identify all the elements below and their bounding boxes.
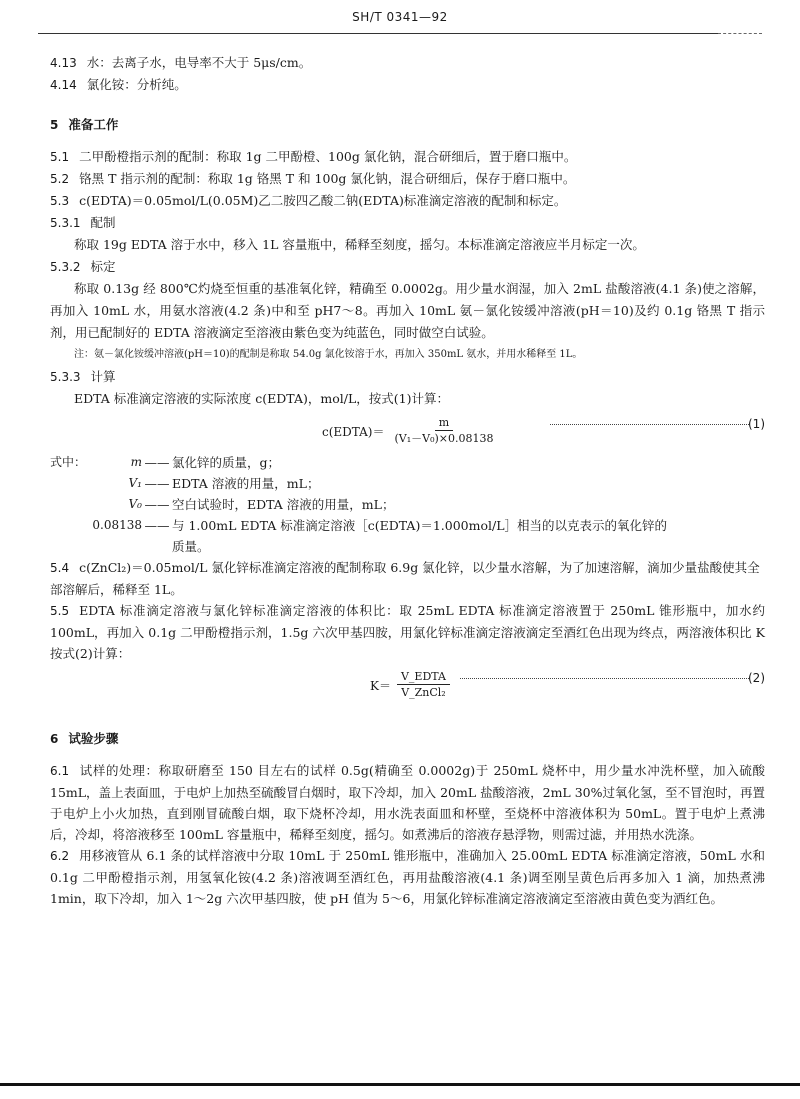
definition-row [50, 452, 765, 473]
clause-text: 水：去离子水，电导率不大于 5μs/cm。 [86, 55, 312, 70]
clause-number: 4.13 [50, 56, 77, 70]
clause-5-3-1-heading [50, 212, 765, 234]
clause-number: 5.3.1 [50, 216, 81, 230]
section-5-heading [50, 114, 765, 136]
clause-number: 5.4 [50, 561, 70, 575]
header-rule [38, 33, 718, 34]
definition-symbol: V₀ [128, 497, 142, 511]
definition-dash: —— [144, 518, 170, 533]
formula-1-expression [322, 416, 497, 447]
formula-1 [50, 414, 765, 448]
clause-4-14 [50, 74, 765, 96]
equation-number-1: (1) [748, 417, 765, 431]
formula-1-numerator: m [435, 416, 453, 431]
definition-text: 空白试验时，EDTA 溶液的用量，mL； [172, 497, 395, 512]
definition-text: 氯化锌的质量，g； [172, 455, 281, 470]
clause-text: 试样的处理：称取研磨至 150 目左右的试样 0.5g(精确至 0.0002g)于 250mL 烧杯中，用少量水冲洗杯壁，加入硫酸 15mL，盖上表面皿，于电炉上加热至硫酸冒白烟时，取下冷却，加入 20mL 盐酸溶液，2mL 30%过氧化氢，至不冒泡时，再置于电炉上小火加热，直到刚冒硫酸白烟，取下烧杯冷却，用水洗表面皿和杯壁，至烧杯中溶液体积为 50mL。置于电炉上煮沸后，冷却，将溶液移至 100mL 容量瓶中，稀释至刻度，摇匀。如煮沸后的溶液存悬浮物，则需过滤，并用热水洗涤。 [50, 763, 765, 842]
clause-5-3-2-text: 称取 0.13g 经 800℃灼烧至恒重的基准氧化锌，精确至 0.0002g。用少量水润湿，加入 2mL 盐酸溶液(4.1 条)使之溶解，再加入 10mL 水，用氨水溶液(4.2 条)中和至 pH7～8。再加入 10mL 氨－氯化铵缓冲溶液(pH＝10)及约 0.1g 铬黑 T 指示剂，用已配制好的 EDTA 溶液滴定至溶液由紫色变为纯蓝色，同时做空白试验。 [50, 281, 765, 340]
clause-text: EDTA 标准滴定溶液与氯化锌标准滴定溶液的体积比：取 25mL EDTA 标准滴定溶液置于 250mL 锥形瓶中，加水约 100mL，再加入 0.1g 二甲酚橙指示剂，1.5g 六次甲基四胺，用氯化锌标准滴定溶液滴定至酒红色出现为终点，两溶液体积比 K 按式(2)计算： [50, 603, 765, 661]
clause-text: 二甲酚橙指示剂的配制：称取 1g 二甲酚橙、100g 氯化钠，混合研细后，置于磨口瓶中。 [79, 149, 577, 164]
clause-number: 6.1 [50, 764, 70, 778]
formula-2-numerator: V_EDTA [397, 670, 450, 685]
definition-dash: —— [144, 497, 170, 512]
section-number: 6 [50, 732, 59, 746]
leader-dots [460, 678, 749, 679]
clause-text: c(EDTA)＝0.05mol/L(0.05M)乙二胺四乙酸二钠(EDTA)标准滴定溶液的配制和标定。 [79, 193, 567, 208]
clause-title: 计算 [90, 369, 116, 384]
clause-5-5 [50, 600, 765, 664]
footer-rule [0, 1083, 800, 1086]
clause-text: 铬黑 T 指示剂的配制：称取 1g 铬黑 T 和 100g 氯化钠，混合研细后，保存于磨口瓶中。 [79, 171, 576, 186]
definition-text: 与 1.00mL EDTA 标准滴定溶液［c(EDTA)＝1.000mol/L］相当的以克表示的氧化锌的 [172, 518, 667, 533]
clause-number: 5.2 [50, 172, 70, 186]
definition-symbol: m [130, 455, 142, 469]
formula-2-fraction [397, 670, 450, 701]
clause-number: 5.3 [50, 194, 70, 208]
definition-symbol: V₁ [128, 476, 142, 490]
variable-definitions [50, 452, 765, 557]
section-title: 准备工作 [68, 117, 119, 132]
clause-title: 标定 [90, 259, 116, 274]
clause-number: 5.3.2 [50, 260, 81, 274]
clause-number: 5.1 [50, 150, 70, 164]
definition-symbol: 0.08138 [92, 518, 142, 532]
formula-2-denominator: V_ZnCl₂ [401, 686, 446, 699]
definition-row [50, 473, 765, 494]
clause-5-3-3-heading [50, 366, 765, 388]
clause-number: 6.2 [50, 849, 70, 863]
header-rule-dashed [718, 33, 762, 34]
running-header [0, 10, 800, 24]
section-number: 5 [50, 118, 59, 132]
clause-number: 5.3.3 [50, 370, 81, 384]
clause-5-3 [50, 190, 765, 212]
definition-row [50, 494, 765, 515]
definition-dash: —— [144, 455, 170, 470]
clause-5-2 [50, 168, 765, 190]
clause-5-3-3-text: EDTA 标准滴定溶液的实际浓度 c(EDTA)，mol/L，按式(1)计算： [74, 391, 449, 406]
definition-dash: —— [144, 476, 170, 491]
clause-number: 4.14 [50, 78, 77, 92]
standard-number: SH/T 0341—92 [352, 10, 448, 24]
clause-text: c(ZnCl₂)＝0.05mol/L 氯化锌标准滴定溶液的配制称取 6.9g 氯化锌，以少量水溶解，为了加速溶解，滴加少量盐酸使其全部溶解后，稀释至 1L。 [50, 560, 760, 597]
clause-number: 5.5 [50, 604, 70, 618]
formula-1-lhs: c(EDTA)＝ [322, 425, 385, 439]
formula-2-lhs: K＝ [370, 679, 391, 693]
clause-text: 用移液管从 6.1 条的试样溶液中分取 10mL 于 250mL 锥形瓶中，准确加入 25.00mL EDTA 标准滴定溶液，50mL 水和 0.1g 二甲酚橙指示剂，用氢氧化铵(4.2 条)溶液调至酒红色，再用盐酸溶液(4.1 条)调至刚呈黄色后再多加入 1 滴，加热煮沸 1min，取下冷却，加入 1～2g 六次甲基四胺，使 pH 值为 5～6，用氯化锌标准滴定溶液滴定至溶液由黄色变为酒红色。 [50, 848, 765, 906]
formula-2-expression [370, 670, 450, 701]
formula-1-fraction [390, 416, 497, 447]
clause-4-13 [50, 52, 765, 74]
equation-number-2: (2) [748, 671, 765, 685]
definition-continuation: 质量。 [172, 539, 210, 554]
clause-5-3-2-heading [50, 256, 765, 278]
clause-5-3-1-text: 称取 19g EDTA 溶于水中，移入 1L 容量瓶中，稀释至刻度，摇匀。本标准滴定溶液应半月标定一次。 [74, 237, 645, 252]
definition-row [50, 515, 765, 536]
formula-1-denominator: (V₁－V₀)×0.08138 [394, 432, 494, 445]
clause-title: 配制 [90, 215, 116, 230]
where-label: 式中： [50, 455, 87, 469]
clause-text: 氯化铵：分析纯。 [86, 77, 187, 92]
formula-2 [50, 668, 765, 702]
document-body [50, 52, 765, 909]
leader-dots [550, 424, 749, 425]
section-title: 试验步骤 [68, 731, 119, 746]
clause-5-1 [50, 146, 765, 168]
clause-5-4 [50, 557, 765, 600]
clause-5-3-2-note: 注：氨－氯化铵缓冲溶液(pH＝10)的配制是称取 54.0g 氯化铵溶于水，再加入 350mL 氨水，并用水稀释至 1L。 [74, 349, 583, 360]
clause-6-2 [50, 845, 765, 909]
section-6-heading [50, 728, 765, 750]
definition-text: EDTA 溶液的用量，mL； [172, 476, 320, 491]
clause-6-1 [50, 760, 765, 845]
